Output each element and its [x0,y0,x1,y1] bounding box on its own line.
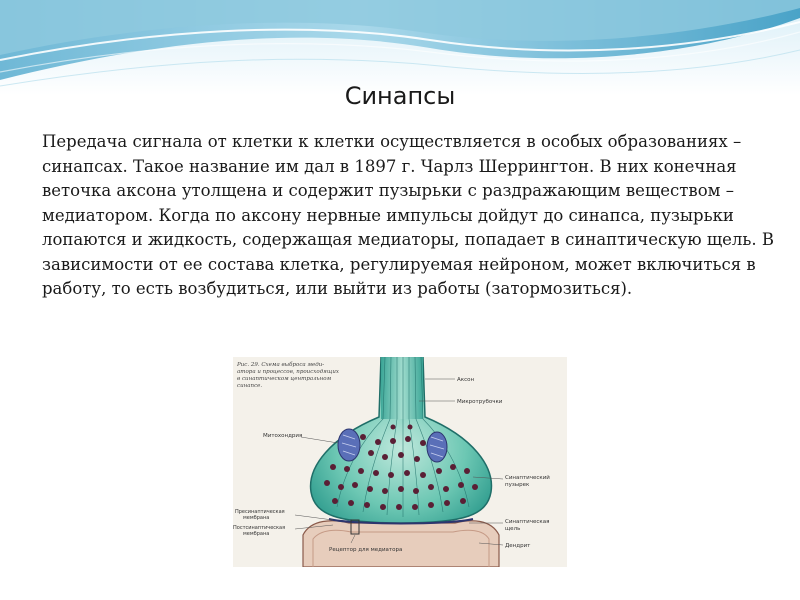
label-vesicles-2: пузырек [505,482,530,488]
figure-caption-line-2: атора и процессов, происходящих [237,369,339,375]
label-postsynaptic-2: мембрана [243,531,270,537]
label-mitochondria: Митохондрия [263,433,303,439]
dendrite-shape [303,521,499,567]
synapse-diagram [233,357,567,567]
label-axon: Аксон [457,377,475,383]
label-postsynaptic-1: Постсинаптическая [233,525,286,531]
label-presynaptic-1: Пресинаптическая [235,509,285,515]
body-paragraph: Передача сигнала от клетки к клетки осуществляется в особых образованиях – синапсах. Такое название им дал в 1897 г. Чарлз Шеррингтон. В них конечная веточка аксона утолщена и содержит пузырьки с раздражающим веществом – медиатором. Когда по аксону нервные импульсы дойдут до синапса, пузырьки лопаются и жидкость, содержащая медиаторы, попадает в синаптическую щель. В зависимости от ее состава клетка, регулируемая нейроном, может включиться в работу, то есть возбудиться, или выйти из работы (затормозиться). [42,132,775,298]
header-wave-decoration [0,0,800,95]
slide-title: Синапсы [344,82,456,110]
label-cleft-1: Синаптическая [505,519,550,525]
label-vesicles-1: Синаптический [505,475,550,481]
figure-caption-line-4: синапсе. [237,383,263,389]
label-presynaptic-2: мембрана [243,515,270,521]
label-cleft-2: щель [505,526,521,532]
label-dendrite: Дендрит [505,543,531,549]
label-microtubules: Микротрубочки [457,399,503,405]
label-receptor: Рецептор для медиатора [329,547,403,553]
figure-caption-line-3: в синаптическом центральном [237,376,332,382]
figure-caption-line-1: Рис. 29. Схема выброса меди- [237,362,325,368]
